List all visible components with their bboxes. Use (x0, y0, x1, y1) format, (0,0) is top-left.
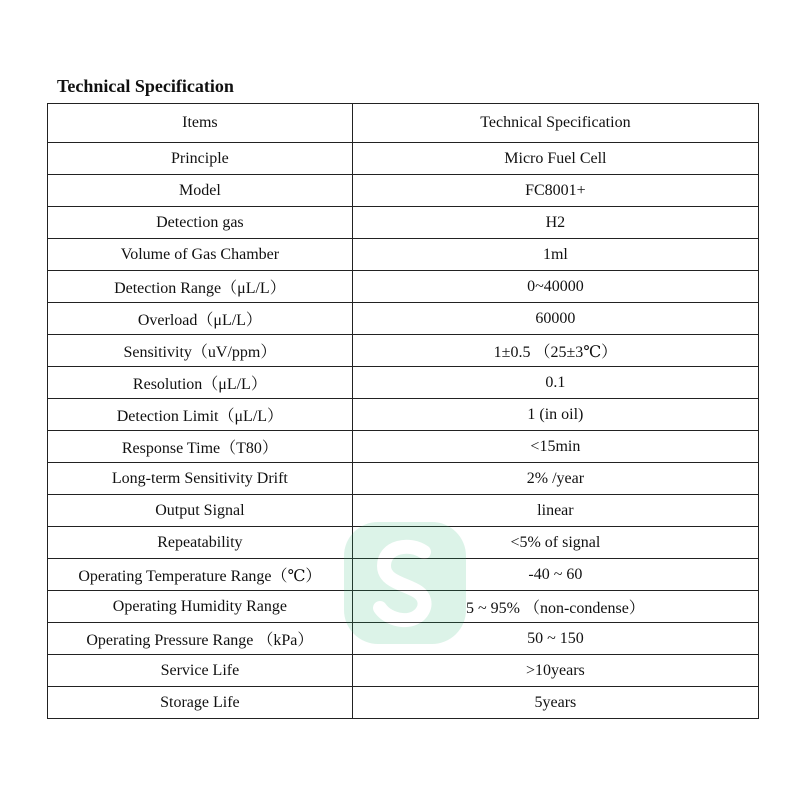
spec-cell: 0.1 (352, 367, 758, 399)
table-row (48, 655, 759, 687)
table-row (48, 207, 759, 239)
spec-cell: 1 (in oil) (352, 399, 758, 431)
spec-cell: 2% /year (352, 463, 758, 495)
table-row (48, 143, 759, 175)
item-cell: Output Signal (48, 495, 353, 527)
table-row (48, 399, 759, 431)
table-row (48, 271, 759, 303)
spec-cell: 1±0.5 （25±3℃） (352, 335, 758, 367)
table-row (48, 591, 759, 623)
item-cell: Model (48, 175, 353, 207)
item-cell: Principle (48, 143, 353, 175)
spec-cell: 5years (352, 687, 758, 719)
spec-cell: >10years (352, 655, 758, 687)
table-row (48, 335, 759, 367)
spec-cell: linear (352, 495, 758, 527)
page-title: Technical Specification (57, 76, 234, 96)
table-row (48, 495, 759, 527)
item-cell: Operating Pressure Range （kPa） (48, 623, 353, 655)
item-cell: Detection Range（μL/L） (48, 271, 353, 303)
item-cell: Operating Humidity Range (48, 591, 353, 623)
spec-cell: 60000 (352, 303, 758, 335)
table-row (48, 623, 759, 655)
table-row (48, 463, 759, 495)
header-technical-specification: Technical Specification (352, 104, 758, 143)
table-header-row (48, 104, 759, 143)
item-cell: Storage Life (48, 687, 353, 719)
item-cell: Resolution（μL/L） (48, 367, 353, 399)
table-row (48, 687, 759, 719)
spec-cell: 0~40000 (352, 271, 758, 303)
header-items: Items (48, 104, 353, 143)
item-cell: Repeatability (48, 527, 353, 559)
table-row (48, 175, 759, 207)
table-row (48, 431, 759, 463)
item-cell: Sensitivity（uV/ppm） (48, 335, 353, 367)
table-row (48, 303, 759, 335)
spec-cell: -40 ~ 60 (352, 559, 758, 591)
item-cell: Long-term Sensitivity Drift (48, 463, 353, 495)
spec-cell: 1ml (352, 239, 758, 271)
spec-cell: 50 ~ 150 (352, 623, 758, 655)
item-cell: Volume of Gas Chamber (48, 239, 353, 271)
spec-cell: <5% of signal (352, 527, 758, 559)
table-row (48, 527, 759, 559)
spec-cell: <15min (352, 431, 758, 463)
item-cell: Detection gas (48, 207, 353, 239)
item-cell: Overload（μL/L） (48, 303, 353, 335)
spec-cell: 5 ~ 95% （non-condense） (352, 591, 758, 623)
spec-cell: FC8001+ (352, 175, 758, 207)
item-cell: Operating Temperature Range（℃） (48, 559, 353, 591)
item-cell: Response Time（T80） (48, 431, 353, 463)
table-row (48, 559, 759, 591)
spec-table (47, 103, 759, 719)
spec-cell: H2 (352, 207, 758, 239)
table-row (48, 367, 759, 399)
spec-cell: Micro Fuel Cell (352, 143, 758, 175)
item-cell: Detection Limit（μL/L） (48, 399, 353, 431)
table-row (48, 239, 759, 271)
item-cell: Service Life (48, 655, 353, 687)
